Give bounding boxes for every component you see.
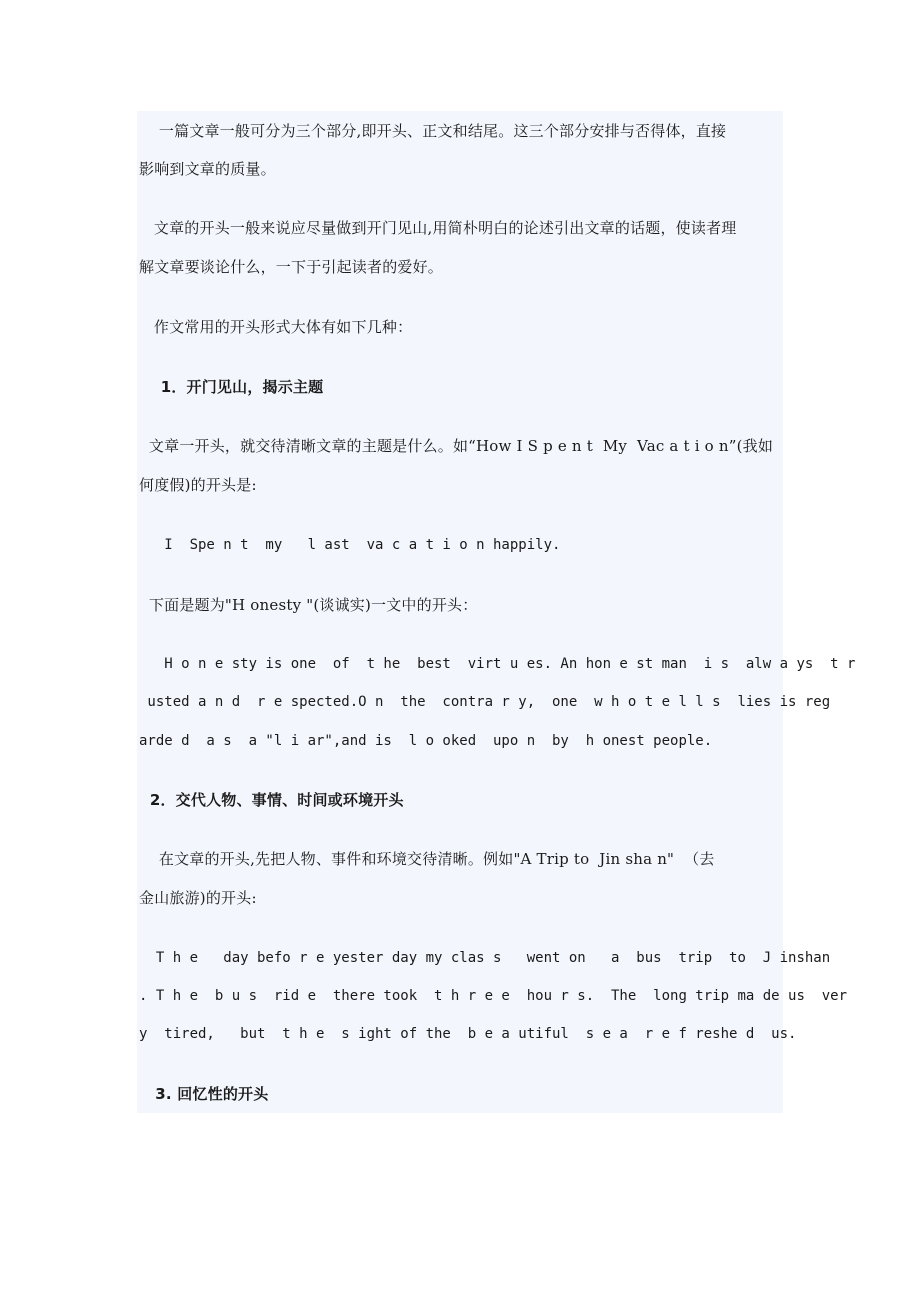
example-jinshan-line-1: T h e day befo r e yester day my clas s went on a bus trip to J inshan bbox=[139, 950, 831, 966]
example-honesty-line-3: arde d a s a "l i ar",and is l o oked upo n by h onest people. bbox=[139, 733, 713, 749]
example-vacation: I Spe n t my l ast va c a t i o n happily. bbox=[139, 537, 561, 553]
paragraph-honesty-intro: 下面是题为"H onesty "(谈诚实)一文中的开头： bbox=[139, 596, 478, 614]
paragraph-opening-line-1: 文章的开头一般来说应尽量做到开门见山,用简朴明白的论述引出文章的话题，使读者理 bbox=[139, 219, 737, 237]
paragraph-intro-line-2: 影响到文章的质量。 bbox=[139, 160, 276, 178]
paragraph-opening-line-2: 解文章要谈论什么，一下于引起读者的爱好。 bbox=[139, 258, 444, 276]
example-honesty-line-1: H o n e sty is one of t he best virt u es. An hon e st man i s alw a ys t r bbox=[139, 656, 856, 672]
heading-3: 3. 回忆性的开头 bbox=[139, 1085, 269, 1103]
paragraph-theme-line-1: 文章一开头，就交待清晰文章的主题是什么。如“How I S p e n t My Vac a t i o n”(我如 bbox=[139, 437, 774, 455]
paragraph-setting-line-1: 在文章的开头,先把人物、事件和环境交待清晰。例如"A Trip to Jin sha n" （去 bbox=[139, 850, 715, 868]
paragraph-forms-intro: 作文常用的开头形式大体有如下几种： bbox=[139, 318, 413, 336]
example-honesty-line-2: usted a n d r e spected.O n the contra r y, one w h o t e l l s lies is reg bbox=[139, 694, 831, 710]
example-jinshan-line-3: y tired, but t h e s ight of the b e a utiful s e a r e f reshe d us. bbox=[139, 1026, 797, 1042]
heading-1: 1．开门见山，揭示主题 bbox=[139, 378, 324, 396]
example-jinshan-line-2: . T h e b u s rid e there took t h r e e hou r s. The long trip ma de us ver bbox=[139, 988, 848, 1004]
paragraph-intro-line-1: 一篇文章一般可分为三个部分,即开头、正文和结尾。这三个部分安排与否得体，直接 bbox=[139, 122, 727, 140]
heading-2: 2．交代人物、事情、时间或环境开头 bbox=[139, 791, 404, 809]
paragraph-theme-line-2: 何度假)的开头是: bbox=[139, 476, 257, 494]
paragraph-setting-line-2: 金山旅游)的开头: bbox=[139, 889, 257, 907]
